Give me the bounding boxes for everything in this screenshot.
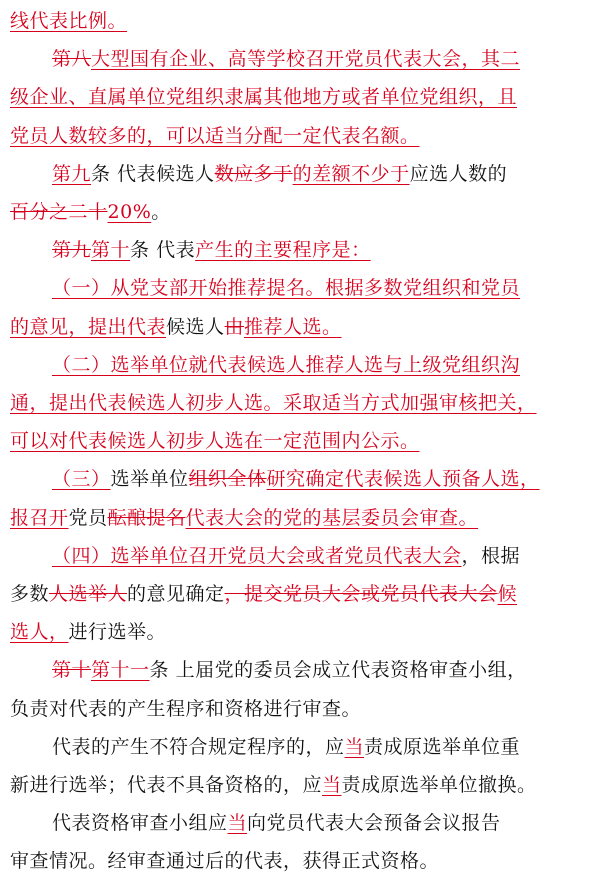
deleted-text: 酝酿提名 [107,506,186,529]
inserted-text: 第十一 [91,659,150,682]
body-text: ，根据 [461,544,521,567]
inserted-text: 当 [322,774,342,796]
inserted-text: （二）选举单位就代表候选人推荐人选与上级党组织沟 [52,353,521,376]
body-text: 审查情况。经审查通过后的代表，获得正式资格。 [10,850,440,873]
text-line [0,231,594,269]
inserted-text: 的意见，提出代表 [10,315,167,338]
deleted-text: 第九 [52,239,92,262]
text-line [0,155,594,193]
text-line [0,78,594,116]
inserted-text: 推荐人选。 [244,315,342,338]
text-line [0,308,594,346]
body-text: 代表资格审查小组应 [52,812,228,835]
body-text: 代表的产生不符合规定程序的，应 [52,735,345,758]
deleted-text: 百分之二十 [10,201,108,223]
text-line [0,193,594,231]
inserted-text: 可以对代表候选人初步人选在一定范围内公示。 [10,430,420,453]
inserted-text: 党员人数较多的，可以适当分配一定代表名额。 [10,124,420,147]
text-line [0,690,594,728]
inserted-text: 候 [497,583,518,605]
text-line [0,422,594,460]
inserted-text: 代表大会的党的基层委员会审查。 [185,506,479,529]
inserted-text: 报召开 [10,506,69,529]
text-line [0,613,594,651]
text-line [0,804,594,842]
text-line [0,499,594,537]
deleted-text: 人选举人 [49,583,128,605]
text-line [0,766,594,804]
deleted-text: 组织全体 [188,468,267,491]
text-line [0,575,594,613]
inserted-text: 当 [227,812,248,835]
text-line [0,2,594,40]
inserted-text: 当 [344,735,365,758]
body-text: 应选人数的 [409,162,508,185]
text-line [0,460,594,498]
body-text: 的意见确定 [127,583,225,605]
inserted-text: 产生的主要程序是： [195,239,371,262]
body-text: 条 上届党的委员会成立代表资格审查小组， [149,659,527,682]
body-text: 新进行选举；代表不具备资格的，应 [10,774,323,796]
inserted-text: 级企业、直属单位党组织隶属其他地方或者单位党组织，且 [10,86,518,109]
deleted-text: 第十 [52,659,92,682]
inserted-text: 通，提出代表候选人初步人选。采取适当方式加强审核把关， [10,392,537,414]
text-line [0,728,594,766]
body-text: 负责对代表的产生程序和资格进行审查。 [10,697,362,720]
text-line [0,537,594,575]
inserted-text: 大型国有企业、高等学校召开党员代表大会，其二 [91,48,521,71]
deleted-text: 数应多于 [214,162,293,185]
inserted-text: （一）从党支部开始推荐提名。根据多数党组织和党员 [52,277,521,300]
inserted-text: （三） [52,468,111,491]
deleted-text: 第八 [52,48,92,71]
deleted-text: ，提交党员大会或党员代表大会 [224,583,498,605]
body-text: 。 [151,201,171,223]
text-line [0,40,594,78]
inserted-text: 的差额不少于 [292,162,410,185]
text-line [0,269,594,307]
text-line [0,384,594,422]
body-text: 多数 [10,583,50,605]
inserted-text: 选人， [10,621,69,644]
body-text: 条 代表候选人 [91,162,215,185]
body-text: 候选人 [166,315,225,338]
body-text: 责成原选举单位重 [364,735,521,758]
text-line [0,651,594,689]
deleted-text: 由 [224,315,245,338]
inserted-text: 线代表比例。 [10,10,128,32]
inserted-text: 研究确定代表候选人预备人选， [266,468,540,491]
body-text: 进行选举。 [68,621,167,644]
text-line [0,117,594,155]
body-text: 责成原选举单位撤换。 [341,774,537,796]
inserted-text: （四）选举单位召开党员大会或者党员代表大会 [52,544,462,567]
body-text: 选举单位 [110,468,189,491]
inserted-text: 20% [107,201,152,223]
text-line [0,346,594,384]
inserted-text: 第九 [52,162,92,185]
text-line [0,842,594,880]
inserted-text: 第十 [91,239,131,262]
body-text: 党员 [68,506,108,529]
body-text: 条 代表 [130,239,196,262]
body-text: 向党员代表大会预备会议报告 [247,812,501,835]
